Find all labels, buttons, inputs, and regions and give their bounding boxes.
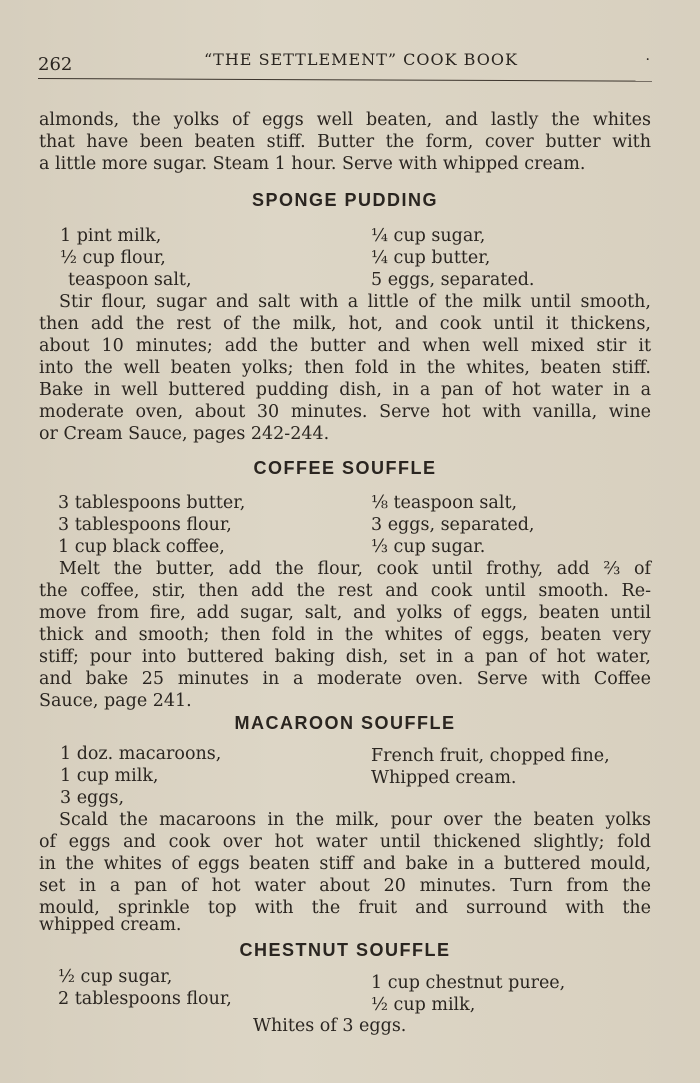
ingredient: 1 doz. macaroons, bbox=[60, 744, 222, 764]
header-mark: · bbox=[645, 52, 650, 68]
ingredient: ⅛ teaspoon salt, bbox=[371, 493, 518, 513]
recipe-title: SPONGE PUDDING bbox=[251, 190, 439, 210]
recipe-body-line: into the well beaten yolks; then fold in the whites, beaten stiff. bbox=[39, 358, 651, 378]
ingredient: 2 tablespoons flour, bbox=[58, 989, 232, 1009]
intro-line: almonds, the yolks of eggs well beaten, and lastly the whites bbox=[39, 110, 651, 130]
running-title: “THE SETTLEMENT” COOK BOOK bbox=[204, 50, 518, 69]
recipe-body-line: in the whites of eggs beaten stiff and bake in a buttered mould, bbox=[39, 854, 651, 874]
ingredient: 3 eggs, bbox=[60, 788, 125, 808]
recipe-body-line: of eggs and cook over hot water until thickened slightly; fold bbox=[39, 832, 651, 852]
ingredient: 3 tablespoons flour, bbox=[58, 515, 232, 535]
recipe-body-line: stiff; pour into buttered baking dish, set in a pan of hot water, bbox=[39, 647, 651, 667]
page-header bbox=[38, 50, 650, 75]
ingredient: ¼ cup sugar, bbox=[371, 226, 486, 246]
ingredient: 5 eggs, separated. bbox=[371, 270, 535, 290]
ingredient: 1 cup chestnut puree, bbox=[371, 973, 566, 993]
recipe-body-line: Stir flour, sugar and salt with a little of the milk until smooth, bbox=[59, 292, 651, 312]
ingredient: ¼ cup butter, bbox=[371, 248, 491, 268]
ingredient: ½ cup milk, bbox=[371, 995, 476, 1015]
recipe-title: MACAROON SOUFFLE bbox=[234, 713, 456, 733]
ingredient: 3 tablespoons butter, bbox=[58, 493, 246, 513]
recipe-body-line: then add the rest of the milk, hot, and cook until it thickens, bbox=[39, 314, 651, 334]
ingredient: teaspoon salt, bbox=[68, 270, 192, 290]
ingredient: ½ cup sugar, bbox=[58, 967, 173, 987]
recipe-body-line: Melt the butter, add the flour, cook until frothy, add ⅔ of bbox=[59, 559, 651, 579]
recipe-body-line: the coffee, stir, then add the rest and cook until smooth. Re- bbox=[39, 581, 651, 601]
ingredient: Whipped cream. bbox=[371, 768, 517, 788]
recipe-title: CHESTNUT SOUFFLE bbox=[239, 940, 451, 960]
ingredient: ⅓ cup sugar. bbox=[371, 537, 486, 557]
ingredient: 3 eggs, separated, bbox=[371, 515, 535, 535]
ingredient: ½ cup flour, bbox=[60, 248, 166, 268]
recipe-body-line: or Cream Sauce, pages 242-244. bbox=[39, 424, 330, 444]
recipe-body-line: move from fire, add sugar, salt, and yolks of eggs, beaten until bbox=[39, 603, 651, 623]
recipe-body-line: moderate oven, about 30 minutes. Serve hot with vanilla, wine bbox=[39, 402, 651, 422]
recipe-body-line: and bake 25 minutes in a moderate oven. Serve with Coffee bbox=[39, 669, 651, 689]
intro-line: that have been beaten stiff. Butter the form, cover butter with bbox=[39, 132, 651, 152]
ingredient: Whites of 3 eggs. bbox=[253, 1016, 407, 1036]
recipe-body-line: Bake in well buttered pudding dish, in a pan of hot water in a bbox=[39, 380, 651, 400]
recipe-body-line: mould, sprinkle top with the fruit and surround with the bbox=[39, 898, 651, 918]
recipe-body-line: thick and smooth; then fold in the whites of eggs, beaten very bbox=[39, 625, 651, 645]
recipe-body-line: whipped cream. bbox=[39, 915, 182, 935]
recipe-body-line: Sauce, page 241. bbox=[39, 691, 192, 711]
intro-line: a little more sugar. Steam 1 hour. Serve with whipped cream. bbox=[39, 154, 586, 174]
ingredient: 1 cup black coffee, bbox=[58, 537, 225, 557]
ingredient: French fruit, chopped fine, bbox=[371, 746, 610, 766]
ingredient: 1 cup milk, bbox=[60, 766, 159, 786]
page-number: 262 bbox=[38, 54, 73, 75]
recipe-title: COFFEE SOUFFLE bbox=[253, 458, 437, 478]
recipe-body-line: about 10 minutes; add the butter and when well mixed stir it bbox=[39, 336, 651, 356]
ingredient: 1 pint milk, bbox=[60, 226, 162, 246]
recipe-body-line: set in a pan of hot water about 20 minutes. Turn from the bbox=[39, 876, 651, 896]
recipe-body-line: Scald the macaroons in the milk, pour over the beaten yolks bbox=[59, 810, 651, 830]
header-rule bbox=[38, 78, 652, 82]
